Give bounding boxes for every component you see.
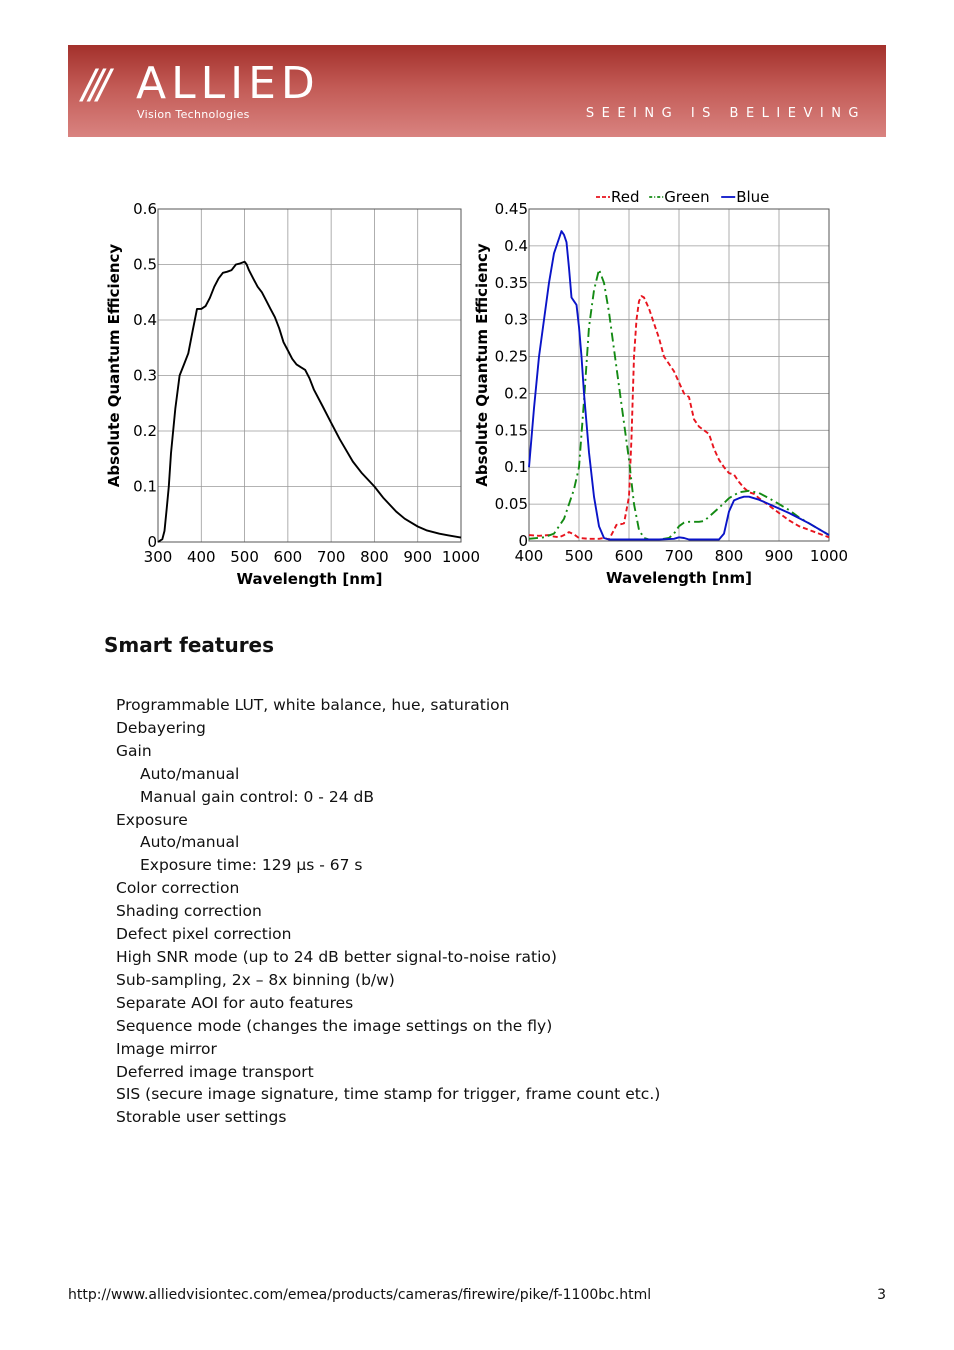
y-tick-label: 0.4 [133,311,157,329]
x-tick-label: 300 [143,548,173,566]
y-tick-label: 0.5 [133,255,157,274]
logo-slashes: /// [82,62,105,108]
logo-subtitle: Vision Technologies [137,108,250,121]
section-title: Smart features [104,633,275,657]
color-qe-chart [468,180,863,595]
feature-item: Programmable LUT, white balance, hue, saturation [116,696,510,714]
legend-label-blue: Blue [736,188,770,206]
legend-label-green: Green [664,188,710,206]
feature-item: Color correction [116,879,240,898]
x-tick-label: 600 [273,548,303,566]
y-tick-label: 0.35 [494,273,528,292]
y-tick-label: 0.2 [133,422,157,440]
feature-subitem: Manual gain control: 0 - 24 dB [140,787,374,806]
feature-subitem: Exposure time: 129 µs - 67 s [140,856,363,875]
y-tick-label: 0.6 [133,200,157,218]
feature-item: Exposure [116,810,188,829]
feature-item: Image mirror [116,1039,217,1058]
series-line-1 [158,262,461,542]
logo-wordmark: ALLIED [136,58,320,109]
x-tick-label: 1000 [809,547,849,565]
feature-item: Separate AOI for auto features [116,993,354,1012]
y-tick-label: 0.1 [133,477,157,496]
y-tick-label: 0.4 [504,236,528,255]
feature-item: Debayering [116,718,206,737]
y-axis-label: Absolute Quantum Efficiency [473,243,491,487]
feature-item: Sub-sampling, 2x – 8x binning (b/w) [116,970,395,989]
feature-item: Shading correction [116,902,262,921]
feature-item: Deferred image transport [116,1062,314,1081]
y-tick-label: 0.05 [494,495,528,514]
x-tick-label: 800 [714,547,744,565]
x-tick-label: 1000 [441,548,481,566]
feature-subitem: Auto/manual [140,764,240,783]
header-banner [68,45,886,137]
x-tick-label: 500 [230,548,259,566]
x-axis-label: Wavelength [nm] [606,569,752,587]
x-tick-label: 700 [664,547,694,565]
y-tick-label: 0.2 [504,384,528,403]
page-number: 3 [877,1287,886,1303]
y-tick-label: 0.3 [504,310,528,329]
footer-url[interactable]: http://www.alliedvisiontec.com/emea/products/cameras/firewire/pike/f-1100bc.html [68,1287,652,1303]
x-axis-label: Wavelength [nm] [236,570,383,588]
y-tick-label: 0.45 [494,200,528,218]
x-tick-label: 600 [614,547,644,565]
x-tick-label: 900 [403,548,433,566]
y-axis-label: Absolute Quantum Efficiency [105,243,123,488]
x-tick-label: 500 [564,547,594,565]
feature-item: High SNR mode (up to 24 dB better signal-to-noise ratio) [116,947,557,966]
y-tick-label: 0 [147,533,157,551]
x-tick-label: 400 [514,547,544,565]
y-tick-label: 0.15 [494,421,528,440]
x-tick-label: 800 [360,548,389,566]
feature-item: Storable user settings [116,1108,287,1127]
y-tick-label: 0.3 [133,366,157,385]
feature-item: SIS (secure image signature, time stamp for trigger, frame count etc.) [116,1085,661,1104]
x-tick-label: 700 [316,548,346,566]
mono-qe-chart [100,190,490,595]
feature-item: Sequence mode (changes the image settings on the fly) [116,1016,553,1035]
feature-item: Gain [116,741,152,760]
feature-item: Defect pixel correction [116,925,292,944]
x-tick-label: 400 [186,548,216,566]
y-tick-label: 0.25 [494,347,528,366]
x-tick-label: 900 [764,547,794,565]
feature-subitem: Auto/manual [140,833,240,852]
legend-label-red: Red [611,188,640,206]
feature-list [116,694,660,1129]
tagline: SEEING IS BELIEVING [585,106,866,121]
y-tick-label: 0.1 [504,458,528,477]
y-tick-label: 0 [518,532,528,550]
